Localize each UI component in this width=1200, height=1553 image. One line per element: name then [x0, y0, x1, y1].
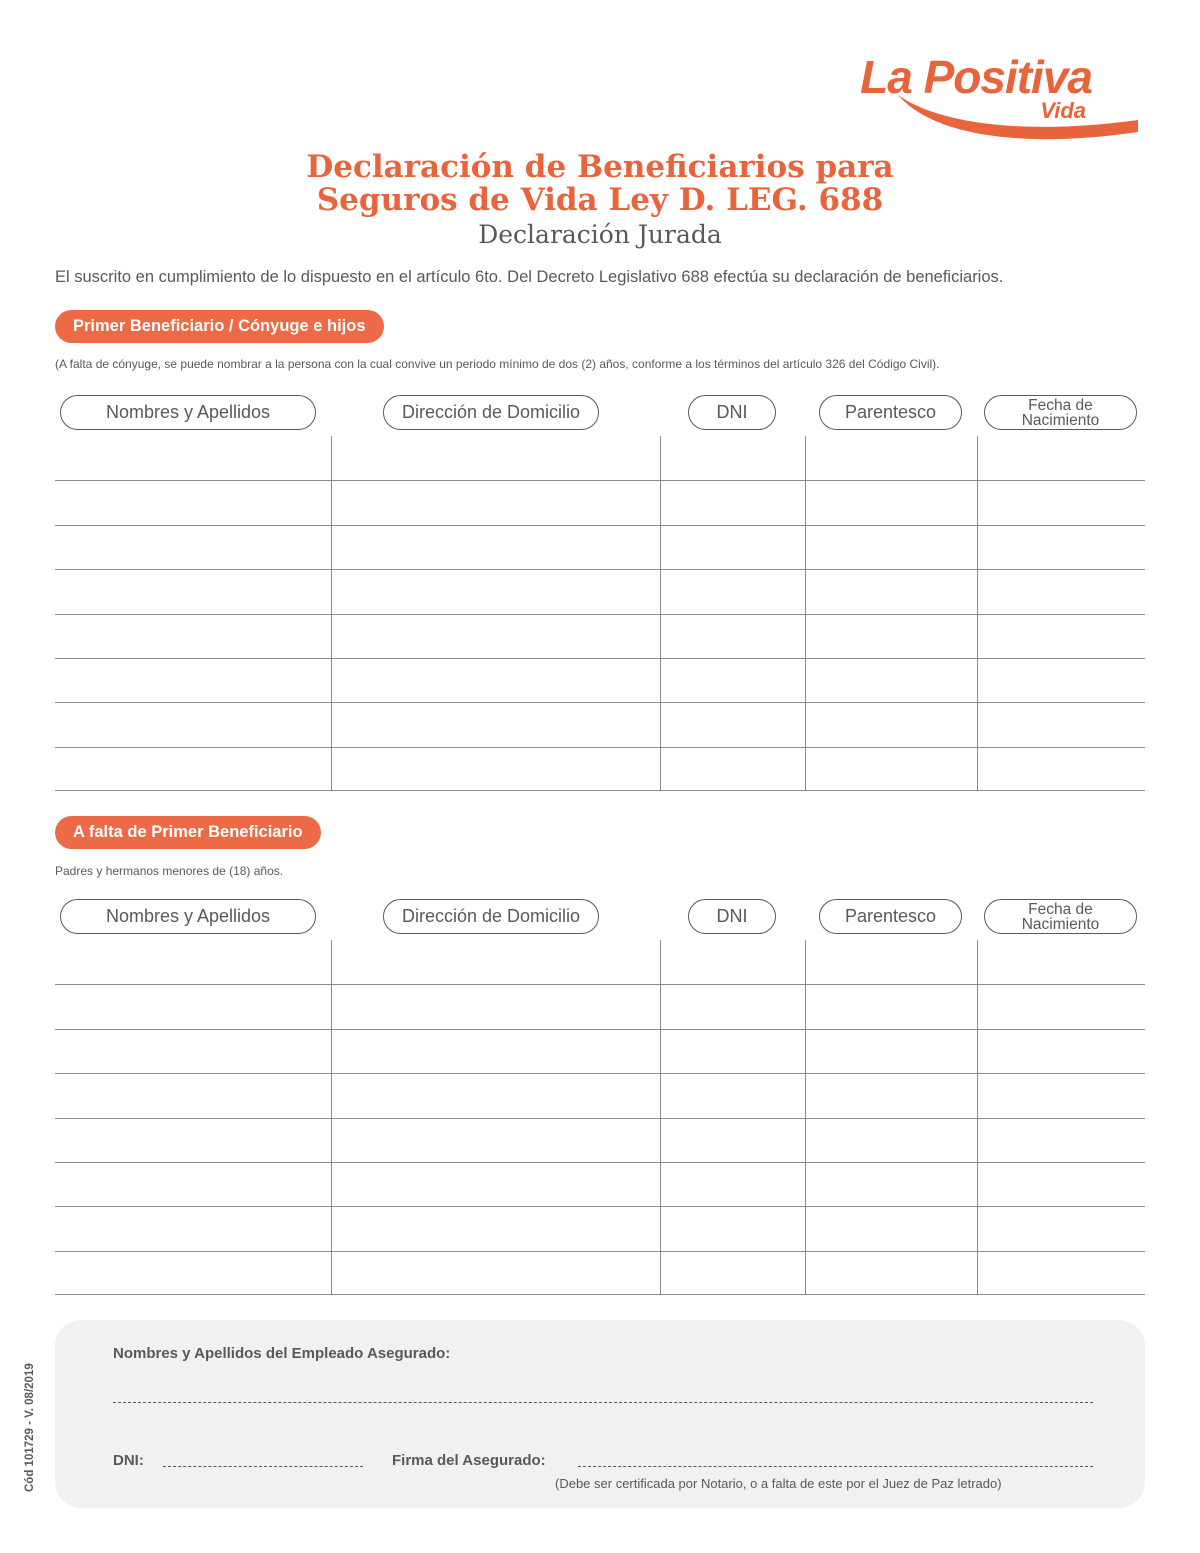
section1-note: (A falta de cónyuge, se puede nombrar a la persona con la cual convive un periodo mínimo de dos (2) años, conforme a los términos del artículo 326 del Código Civil). — [55, 357, 940, 371]
brand-logo — [860, 40, 1150, 150]
signature-label: Firma del Asegurado: — [392, 1452, 546, 1469]
table-row-line — [55, 1029, 1145, 1030]
section1-table[interactable] — [55, 436, 1145, 791]
col-header-parentesco: Parentesco — [819, 899, 962, 934]
table-row-line — [55, 525, 1145, 526]
signature-field[interactable] — [578, 1466, 1093, 1467]
col-header-direccion: Dirección de Domicilio — [383, 899, 599, 934]
col-header-fecha-line2: Nacimiento — [1021, 412, 1100, 429]
col-header-dni: DNI — [688, 899, 776, 934]
col-header-nombres: Nombres y Apellidos — [60, 899, 316, 934]
table-column-line — [805, 940, 806, 1295]
col-header-fecha — [984, 899, 1137, 934]
table-row-line — [55, 747, 1145, 748]
col-header-fecha-line2: Nacimiento — [1021, 916, 1100, 933]
col-header-direccion: Dirección de Domicilio — [383, 395, 599, 430]
dni-label: DNI: — [113, 1452, 144, 1469]
page-subtitle: Declaración Jurada — [478, 220, 722, 249]
table-column-line — [977, 940, 978, 1295]
table-row-line — [55, 569, 1145, 570]
dni-field[interactable] — [163, 1466, 363, 1467]
table-row-line — [55, 702, 1145, 703]
table-row-line — [55, 1073, 1145, 1074]
table-row-line — [55, 1251, 1145, 1252]
table-row-line — [55, 1162, 1145, 1163]
section2-note: Padres y hermanos menores de (18) años. — [55, 864, 284, 878]
brand-sub: Vida — [1040, 98, 1086, 123]
employee-name-label: Nombres y Apellidos del Empleado Asegurado: — [113, 1345, 451, 1362]
brand-name: La Positiva — [860, 51, 1092, 103]
col-header-fecha — [984, 395, 1137, 430]
col-header-dni: DNI — [688, 395, 776, 430]
table-column-line — [660, 436, 661, 791]
section2-heading: A falta de Primer Beneficiario — [55, 816, 321, 849]
col-header-nombres: Nombres y Apellidos — [60, 395, 316, 430]
table-column-line — [331, 940, 332, 1295]
col-header-fecha-line1: Fecha de — [1028, 397, 1093, 414]
col-header-parentesco: Parentesco — [819, 395, 962, 430]
table-row-line — [55, 658, 1145, 659]
title-line-1: Declaración de Beneficiarios para — [306, 149, 894, 185]
signature-note: (Debe ser certificada por Notario, o a falta de este por el Juez de Paz letrado) — [555, 1476, 1002, 1491]
table-row-line — [55, 1294, 1145, 1295]
section1-heading: Primer Beneficiario / Cónyuge e hijos — [55, 310, 384, 343]
table-row-line — [55, 1206, 1145, 1207]
intro-text: El suscrito en cumplimiento de lo dispuesto en el artículo 6to. Del Decreto Legislativo 688 efectúa su declaración de beneficiarios. — [55, 268, 1004, 286]
table-row-line — [55, 1118, 1145, 1119]
table-row-line — [55, 984, 1145, 985]
table-column-line — [331, 436, 332, 791]
table-column-line — [660, 940, 661, 1295]
title-line-2: Seguros de Vida Ley D. LEG. 688 — [316, 182, 884, 218]
employee-name-field[interactable] — [113, 1402, 1093, 1403]
section2-table[interactable] — [55, 940, 1145, 1295]
table-row-line — [55, 790, 1145, 791]
table-row-line — [55, 614, 1145, 615]
table-column-line — [805, 436, 806, 791]
table-column-line — [977, 436, 978, 791]
table-row-line — [55, 480, 1145, 481]
form-code: Cód 101729 - V. 08/2019 — [24, 1363, 36, 1492]
col-header-fecha-line1: Fecha de — [1028, 901, 1093, 918]
